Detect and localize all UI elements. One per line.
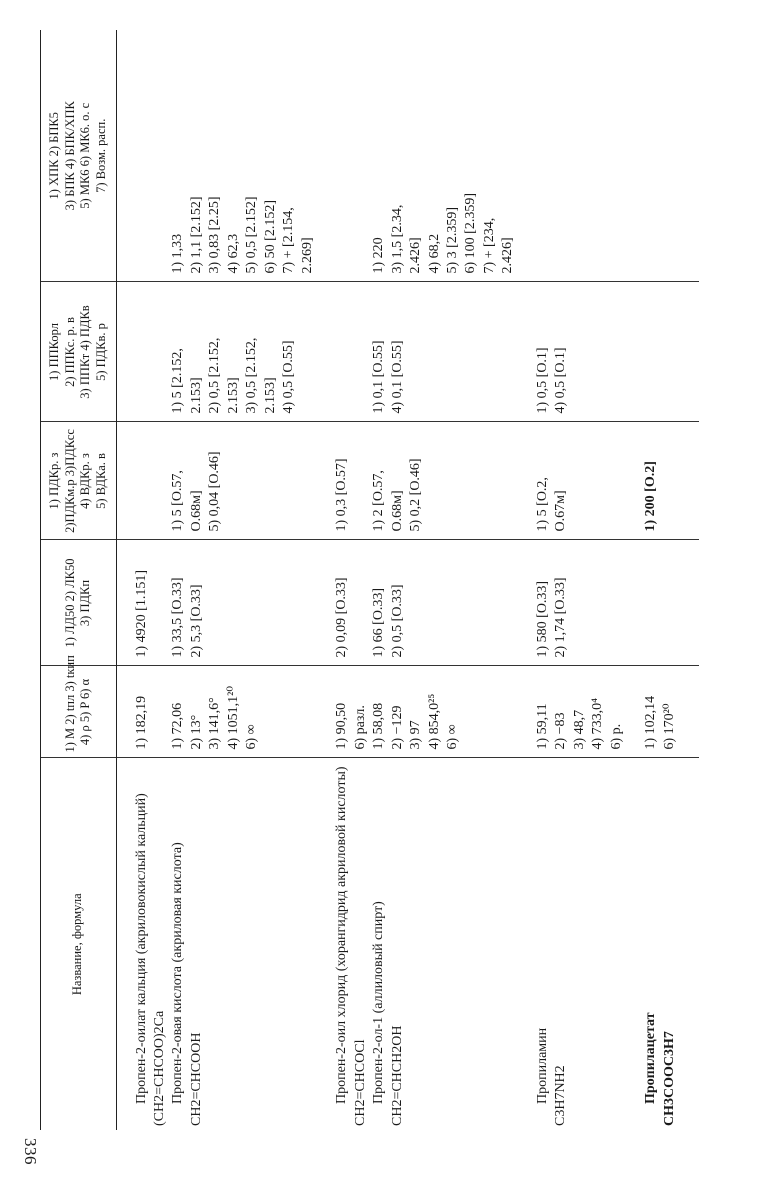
value-line: 1) 220 bbox=[371, 237, 387, 274]
table-row bbox=[116, 30, 317, 1130]
value-line: О.67м] bbox=[553, 490, 569, 532]
value-line: 7) + [2.154, bbox=[281, 207, 297, 274]
value-line: 4) 854,0²⁵ bbox=[426, 693, 442, 750]
value-line: 1) 5 [2.152, bbox=[170, 348, 186, 414]
value-line: 1) 58,08 bbox=[371, 702, 387, 750]
value-line: 2.153] bbox=[188, 377, 204, 414]
value-line: 1) 59,11 bbox=[534, 703, 550, 750]
value-line bbox=[133, 289, 151, 414]
cell-pdk bbox=[626, 422, 699, 540]
value-line: 6) 50 [2.152] bbox=[262, 200, 278, 274]
value-line: 2) 0,09 [О.33] bbox=[334, 577, 350, 658]
table-row bbox=[317, 30, 518, 1130]
value-line: 4) 0,5 [О.1] bbox=[553, 347, 569, 414]
substance-formula: CH2=CHCOOH bbox=[188, 1032, 204, 1126]
cell-bio bbox=[116, 30, 317, 282]
value-line bbox=[151, 429, 169, 532]
value-line: 1) 0,1 [О.55] bbox=[371, 340, 387, 414]
value-line: 1) 90,50 bbox=[334, 702, 350, 750]
value-line: 2.269] bbox=[299, 237, 315, 274]
value-line: 1) 5 [О.2, bbox=[534, 477, 550, 532]
value-line: 6) 100 [2.359] bbox=[463, 193, 479, 274]
cell-props bbox=[116, 666, 317, 758]
cell-bio bbox=[626, 30, 699, 282]
value-line: 7) + [234, bbox=[481, 217, 497, 274]
value-line: 1) 580 [О.33] bbox=[534, 580, 550, 658]
header-ppk-water bbox=[41, 282, 117, 422]
value-line: 3) 0,83 [2.25] bbox=[207, 196, 223, 274]
value-line bbox=[352, 547, 370, 658]
cell-name bbox=[317, 758, 518, 1130]
value-line: 1) 66 [О.33] bbox=[371, 587, 387, 658]
value-line: 1) 4920 [1.151] bbox=[133, 570, 149, 658]
header-bio-props bbox=[41, 30, 117, 282]
header-line: 5) МК6 6) МК6. о. с bbox=[78, 102, 93, 209]
value-line: 3) 1,5 [2.34, bbox=[389, 204, 405, 274]
value-line: 1) 0,5 [О.1] bbox=[534, 347, 550, 414]
value-line: 1) 2 [О.57, bbox=[371, 470, 387, 532]
cell-pdk bbox=[518, 422, 626, 540]
value-line bbox=[333, 289, 351, 414]
value-line bbox=[151, 547, 169, 658]
cell-props bbox=[518, 666, 626, 758]
value-line: 1) 0,3 [О.57] bbox=[334, 458, 350, 532]
value-line: 5) 3 [2.359] bbox=[445, 207, 460, 274]
substance-formula: CH2=CHCOCl bbox=[352, 1039, 368, 1126]
value-line bbox=[333, 36, 351, 274]
value-line: 3) 97 bbox=[408, 720, 424, 750]
substance-name: Пропилацетат bbox=[643, 1012, 659, 1104]
value-line: 2) 13° bbox=[188, 714, 204, 750]
header-line: 2) ППКс. р. в bbox=[62, 317, 77, 387]
table-row bbox=[518, 30, 626, 1130]
value-line bbox=[133, 36, 151, 274]
cell-props bbox=[626, 666, 699, 758]
value-line bbox=[352, 36, 370, 274]
header-line: 1) M 2) tпл 3) tкип bbox=[62, 655, 77, 753]
value-line: 3) 0,5 [2.152, bbox=[244, 337, 260, 414]
value-line bbox=[133, 429, 151, 532]
value-line: 6) ∞ bbox=[244, 724, 260, 750]
value-line: О.68м] bbox=[389, 490, 405, 532]
header-pdk-air bbox=[41, 422, 117, 540]
substance-formula: CH2=CHCH2OH bbox=[389, 1025, 405, 1126]
table-row bbox=[626, 30, 699, 1130]
value-line: 3) 48,7 bbox=[571, 709, 587, 750]
substance-name: Пропен-2-оил хлорид (хорангидрид акриловой кислоты) bbox=[334, 766, 350, 1104]
header-line: 4) ВДКр. з bbox=[78, 453, 93, 509]
value-line: 1) 102,14 bbox=[643, 695, 659, 750]
header-physical-props bbox=[41, 655, 117, 758]
header-name-label: Название, формула bbox=[70, 893, 85, 996]
header-line: 3) ПДКп bbox=[78, 579, 93, 627]
value-line: 1) 182,19 bbox=[133, 695, 149, 750]
header-line: 5) ПДКв. р bbox=[93, 323, 108, 381]
value-line: 2) 1,74 [О.33] bbox=[553, 577, 569, 658]
cell-pdk bbox=[116, 422, 317, 540]
cell-ppk bbox=[116, 282, 317, 422]
header-toxicity bbox=[41, 540, 117, 666]
value-line bbox=[352, 289, 370, 414]
cell-bio bbox=[317, 30, 518, 282]
value-line: 4) 733,0⁴ bbox=[590, 697, 606, 750]
substance-name: Пропиламин bbox=[534, 1027, 550, 1104]
substance-name: Пропен-2-оилат кальция (акриловокислый кальций) bbox=[133, 793, 149, 1104]
cell-name bbox=[626, 758, 699, 1130]
cell-props bbox=[317, 666, 518, 758]
substance-name: Пропен-2-овая кислота (акриловая кислота) bbox=[170, 842, 186, 1104]
value-line: 2) 0,5 [2.152, bbox=[207, 337, 223, 414]
value-line: 1) 5 [О.57, bbox=[170, 470, 186, 532]
substance-formula: CH3COOC3H7 bbox=[661, 1031, 677, 1126]
substance-formula: (CH2=CHCOO)2Ca bbox=[151, 1010, 167, 1126]
header-name-formula bbox=[41, 758, 117, 1130]
cell-tox bbox=[626, 540, 699, 666]
value-line: 4) 68,2 bbox=[426, 233, 442, 274]
header-line: 3) БПК 4) БПК/ХПК bbox=[62, 101, 77, 211]
cell-name bbox=[116, 758, 317, 1130]
value-line: 5) 0,04 [О.46] bbox=[207, 451, 223, 532]
value-line bbox=[151, 289, 169, 414]
value-line: 2) 0,5 [О.33] bbox=[389, 584, 405, 658]
value-line: 6) 170²⁰ bbox=[661, 703, 677, 750]
header-line: 1) ПДКр. з bbox=[47, 452, 61, 510]
cell-pdk bbox=[317, 422, 518, 540]
cell-name bbox=[518, 758, 626, 1130]
value-line: 2.153] bbox=[262, 377, 278, 414]
header-line: 5) ВДКа. в bbox=[93, 453, 108, 509]
value-line: 3) 141,6° bbox=[207, 697, 223, 750]
header-line: 7) Возм. расп. bbox=[93, 118, 108, 193]
value-line: 6) ∞ bbox=[445, 724, 460, 750]
value-line: 1) 33,5 [О.33] bbox=[170, 577, 186, 658]
page-number: 336 bbox=[21, 1138, 40, 1165]
value-line: 2) 5,3 [О.33] bbox=[188, 584, 204, 658]
value-line: 1) 1,33 bbox=[170, 233, 186, 274]
value-line: О.68м] bbox=[188, 490, 204, 532]
header-line: 1) ХПК 2) БПК5 bbox=[47, 112, 61, 200]
cell-tox bbox=[518, 540, 626, 666]
header-line: 4) ρ 5) P 6) α bbox=[78, 678, 93, 746]
cell-ppk bbox=[518, 282, 626, 422]
value-line: 2) −129 bbox=[389, 705, 405, 750]
value-line: 4) 1051,1²⁰ bbox=[225, 686, 241, 750]
value-line: 1) 72,06 bbox=[170, 702, 186, 750]
value-line: 6) разл. bbox=[352, 705, 368, 750]
value-line: 4) 0,1 [О.55] bbox=[389, 340, 405, 414]
cell-ppk bbox=[626, 282, 699, 422]
header-line: 2)ПДКм.р 3)ПДКсс bbox=[62, 429, 77, 533]
cell-bio bbox=[518, 30, 626, 282]
value-line: 2.153] bbox=[225, 377, 241, 414]
header-line: 1) ППКорл bbox=[47, 323, 61, 381]
value-line: 2.426] bbox=[408, 237, 424, 274]
cell-ppk bbox=[317, 282, 518, 422]
value-line: 1) 200 [О.2] bbox=[643, 461, 659, 532]
value-line: 5) 0,5 [2.152] bbox=[244, 196, 260, 274]
value-line: 5) 0,2 [О.46] bbox=[408, 458, 424, 532]
value-line: 6) р. bbox=[608, 723, 624, 750]
substance-formula: C3H7NH2 bbox=[553, 1065, 569, 1126]
header-line: 1) ЛД50 2) ЛК50 bbox=[62, 558, 77, 648]
value-line: 4) 62,3 bbox=[225, 233, 241, 274]
substances-table bbox=[40, 30, 699, 1130]
value-line bbox=[151, 36, 169, 274]
value-line: 2) 1,1 [2.152] bbox=[188, 196, 204, 274]
value-line: 4) 0,5 [О.55] bbox=[281, 340, 297, 414]
substance-name: Пропен-2-ол-1 (аллиловый спирт) bbox=[371, 901, 387, 1104]
header-line: 3) ППКт 4) ПДКв bbox=[78, 305, 93, 399]
value-line: 2) −83 bbox=[553, 712, 569, 750]
value-line: 2.426] bbox=[500, 237, 516, 274]
cell-tox bbox=[116, 540, 317, 666]
table-header bbox=[41, 30, 117, 1130]
value-line bbox=[352, 429, 370, 532]
value-line bbox=[151, 673, 169, 750]
rotated-page bbox=[40, 30, 730, 1130]
cell-tox bbox=[317, 540, 518, 666]
